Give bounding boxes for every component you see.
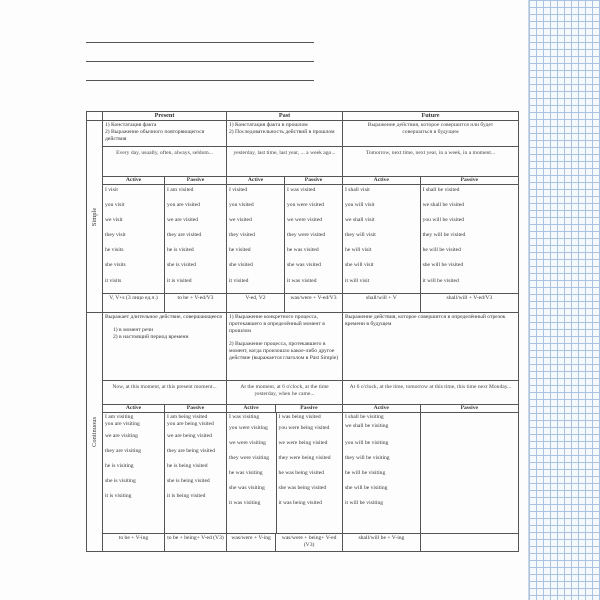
desc-intro: Выражает длительное действие, совершающееся — [105, 314, 222, 320]
writing-line — [86, 61, 314, 62]
conj-row: he will visit — [345, 247, 372, 254]
conj-row: we shall be visited — [422, 202, 465, 209]
grid-paper-strip — [528, 0, 600, 600]
desc-item: 1) Констатация факта в прошлом — [229, 122, 308, 128]
conj-row: it was visited — [287, 277, 317, 284]
conj-row: I visit — [105, 187, 118, 193]
conj-row: it will be visited — [422, 277, 459, 284]
conj-row: he will be visiting — [345, 470, 386, 476]
conj-row: they will be visiting — [345, 455, 390, 461]
col-active: Active — [343, 177, 421, 184]
conj-row: he is visiting — [105, 463, 134, 469]
formula: was/were + V-ing — [227, 534, 276, 551]
conj-row: they will visit — [345, 232, 376, 239]
conj-row: she will be visited — [422, 262, 464, 269]
tenses-table — [86, 111, 519, 552]
conj-row: it will visit — [345, 277, 370, 284]
conj-row: it was visiting — [229, 500, 261, 506]
conj-row: they were being visited — [278, 455, 331, 461]
conj-row: I was visiting — [229, 414, 260, 420]
conj-row: they were visiting — [229, 455, 270, 461]
continuous-present-passive — [165, 413, 226, 533]
col-passive: Passive — [460, 405, 478, 411]
desc-item: 1) Констатация факта — [105, 122, 157, 128]
header-future: Future — [343, 112, 519, 121]
conj-row: she visits — [105, 262, 126, 269]
simple-past-examples: yesterday, last time, last year, ... a week ago... — [227, 147, 343, 177]
conj-row: you were visited — [287, 202, 324, 209]
simple-future-desc: Выражение действия, которое совершится или будет совершаться в будущем — [343, 121, 519, 147]
conj-row: it visits — [105, 277, 122, 284]
simple-future-active — [343, 185, 421, 293]
conj-row: I am visited — [167, 187, 194, 193]
conj-row: it is visiting — [105, 493, 132, 499]
desc-item: 2) Выражение процесса, протекавшего в момент, когда произошло какое-либо другое действие (выражается глаголом в Past Simple) — [229, 340, 339, 361]
header-past: Past — [227, 112, 343, 121]
simple-present-examples: Every day, usually, often, always, seldom... — [103, 147, 227, 177]
desc-item: 1) в момент речи — [113, 326, 154, 333]
simple-future-passive — [421, 185, 518, 293]
conj-row: you are visiting — [105, 421, 140, 427]
side-label-continuous: Continuous — [87, 313, 103, 552]
continuous-past-desc — [227, 313, 343, 381]
col-passive: Passive — [460, 177, 478, 183]
writing-line — [86, 80, 314, 81]
conj-row: he was visited — [287, 247, 319, 254]
formula: to be + V-ed/V3 — [177, 295, 214, 301]
conj-row: he was visiting — [229, 470, 263, 476]
conj-row: I am being visited — [167, 414, 208, 420]
conj-row: you are visited — [167, 202, 200, 209]
conj-row: he visits — [105, 247, 124, 254]
conj-row: they were visited — [287, 232, 326, 239]
conj-row: you visited — [229, 202, 254, 209]
col-active: Active — [103, 405, 165, 412]
conj-row: he is visited — [167, 247, 194, 254]
conj-row: you visit — [105, 202, 125, 209]
continuous-past-examples: At the moment, at 6 o'clock, at the time yesterday, when he came... — [227, 381, 343, 405]
formula: shall/will be + V-ing — [343, 534, 421, 551]
formula: shall/will + V — [343, 294, 421, 312]
conj-row: we were being visited — [278, 440, 328, 446]
conj-row: she was visited — [287, 262, 321, 269]
continuous-present-examples: Now, at this moment, at this present moment... — [103, 381, 227, 405]
conj-row: it was being visited — [278, 500, 322, 506]
conj-row: he is being visited — [167, 463, 208, 469]
conj-row: I visited — [229, 187, 248, 193]
simple-future-examples: Tomorrow, next time, next year, in a week, in a moment... — [343, 147, 519, 177]
conj-row: they are visiting — [105, 448, 142, 454]
desc-item: 2) Последовательность действий в прошлом — [229, 128, 335, 135]
formula: V, V+s (3 лицо ед.ч.) — [103, 294, 165, 312]
col-active: Active — [103, 177, 165, 184]
conj-row: you will be visited — [422, 217, 465, 224]
formula: to be + being+ V-ed (V3) — [167, 535, 224, 541]
conj-row: you were visiting — [229, 425, 268, 431]
formula: shall/will + V-ed/V3 — [446, 295, 493, 301]
conj-row: we are visited — [167, 217, 199, 224]
desc-item: 1) Выражение конкретного процесса, протекавшего в определённый момент в прошлом — [229, 314, 325, 334]
continuous-present-active — [103, 413, 165, 533]
desc-item: 2) Выражение обычного повторяющегося действия — [105, 128, 205, 142]
conj-row: they are visited — [167, 232, 202, 239]
conj-row: I shall be visited — [422, 187, 460, 193]
conj-row: it will be visiting — [345, 500, 384, 506]
conj-row: we shall be visiting — [345, 423, 389, 429]
conj-row: it is visited — [167, 277, 192, 284]
conj-row: they visited — [229, 232, 255, 239]
conj-row: we were visiting — [229, 440, 266, 446]
col-passive: Passive — [186, 177, 205, 183]
formula: to be + V-ing — [103, 534, 165, 551]
simple-past-active — [227, 185, 285, 293]
conj-row: you were being visited — [278, 425, 330, 431]
conj-row: we shall visit — [345, 217, 375, 224]
conj-row: you will be visiting — [345, 440, 389, 446]
conj-row: she will be visiting — [345, 485, 388, 491]
conj-row: we were visited — [287, 217, 323, 224]
conj-row: she was being visited — [278, 485, 327, 491]
conj-row: I was visited — [287, 187, 316, 193]
writing-line — [86, 42, 314, 43]
conj-row: I am visiting — [105, 414, 134, 420]
conj-row: we are visiting — [105, 433, 138, 439]
desc-item: 2) в настоящий период времени — [113, 333, 189, 340]
conj-row: he will be visited — [422, 247, 461, 254]
conj-row: she is being visited — [167, 478, 210, 484]
conj-row: they visit — [105, 232, 126, 239]
conj-row: they will be visited — [422, 232, 466, 239]
conj-row: it is being visited — [167, 493, 206, 499]
conj-row: she will visit — [345, 262, 374, 269]
conj-row: we visited — [229, 217, 252, 224]
conj-row: he was being visited — [278, 470, 325, 476]
conj-row: they are being visited — [167, 448, 215, 454]
formula: V-ed, V2 — [227, 294, 285, 312]
conj-row: she was visiting — [229, 485, 265, 491]
continuous-past-passive — [277, 413, 342, 533]
simple-past-desc — [227, 121, 343, 147]
conj-row: we are being visited — [167, 433, 212, 439]
formula: was/were + being+ V-ed (V3) — [281, 535, 337, 548]
side-label-simple: Simple — [87, 121, 103, 313]
continuous-present-desc — [103, 313, 227, 381]
conj-row: she visited — [229, 262, 253, 269]
formula: was/were + V-ed/V3 — [290, 295, 337, 301]
continuous-future-examples: At 6 o'clock, at the time, tomorrow at this time, this time next Monday... — [343, 381, 519, 405]
simple-past-passive — [285, 185, 342, 293]
conj-row: you will visit — [345, 202, 375, 209]
col-passive: Passive — [300, 405, 318, 411]
continuous-future-desc: Выражение действия, которое совершится в определённый отрезок времени в будущем — [343, 313, 519, 381]
simple-present-passive — [165, 185, 226, 293]
simple-present-desc — [103, 121, 227, 147]
conj-row: I shall be visiting — [345, 414, 384, 420]
conj-row: he visited — [229, 247, 251, 254]
conj-row: I was being visited — [278, 414, 321, 420]
col-passive: Passive — [186, 405, 205, 411]
conj-row: she is visiting — [105, 478, 136, 484]
conj-row: you are being visited — [167, 421, 214, 427]
col-passive: Passive — [304, 177, 323, 183]
col-active: Active — [227, 177, 285, 184]
col-active: Active — [227, 405, 276, 412]
conj-row: I shall visit — [345, 187, 370, 193]
conj-row: it visited — [229, 277, 249, 284]
conj-row: she is visited — [167, 262, 196, 269]
continuous-past-active — [227, 413, 277, 533]
header-present: Present — [103, 112, 227, 121]
simple-present-active — [103, 185, 165, 293]
col-active: Active — [343, 405, 421, 412]
continuous-future-passive — [421, 413, 518, 533]
conj-row: we visit — [105, 217, 123, 224]
continuous-future-active — [343, 413, 421, 533]
